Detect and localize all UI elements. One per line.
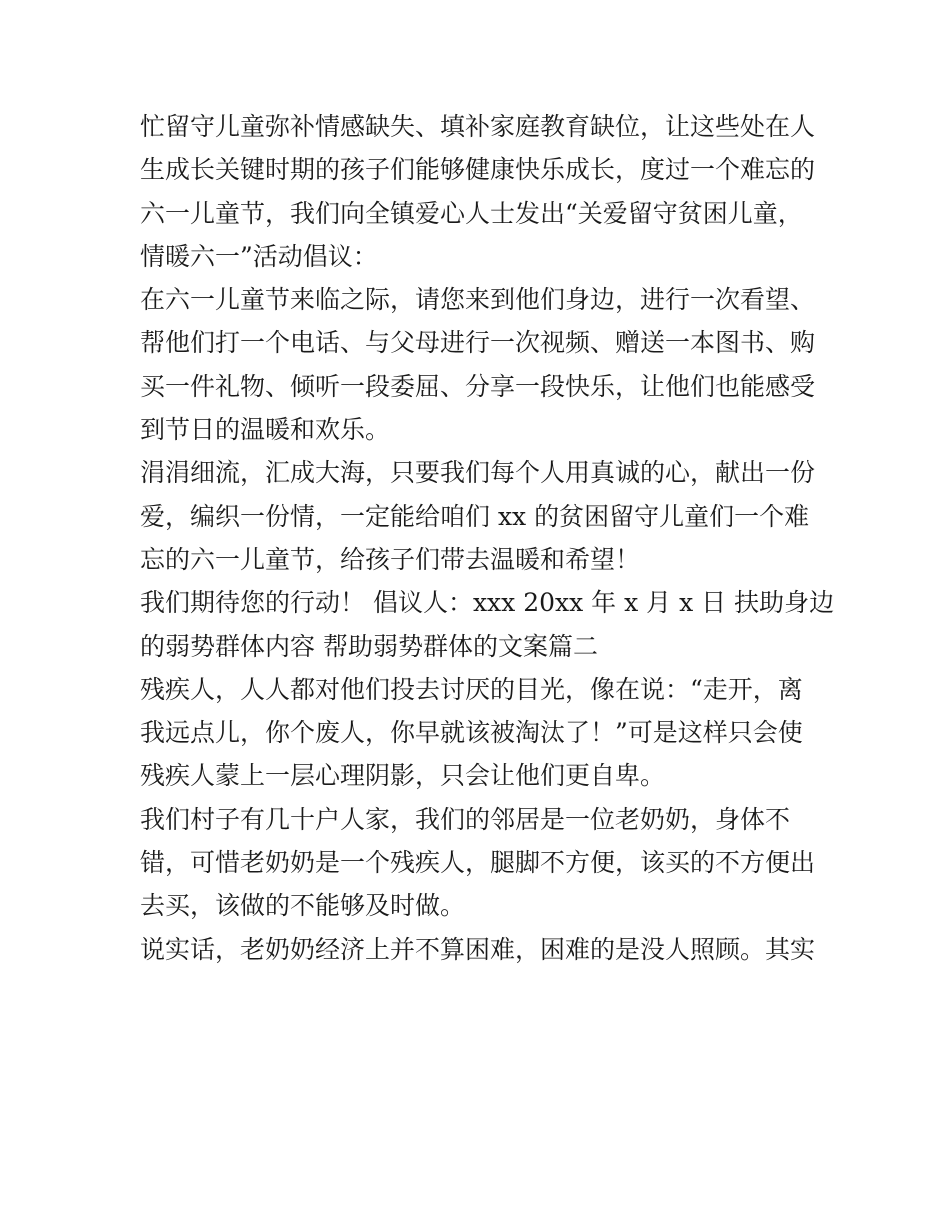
text-line: 忘的六一儿童节，给孩子们带去温暖和希望！ xyxy=(140,544,641,574)
text-line: 帮他们打一个电话、与父母进行一次视频、赠送一本图书、购 xyxy=(140,328,816,358)
text-line: 残疾人，人人都对他们投去讨厌的目光，像在说：“走开，离 xyxy=(140,674,803,704)
text-line: 生成长关键时期的孩子们能够健康快乐成长，度过一个难忘的 xyxy=(140,155,816,185)
text-line: 说实话，老奶奶经济上并不算困难，困难的是没人照顾。其实 xyxy=(140,934,816,964)
text-line: 买一件礼物、倾听一段委屈、分享一段快乐，让他们也能感受 xyxy=(140,371,816,401)
text-line: 爱，编织一份情，一定能给咱们 xx 的贫困留守儿童们一个难 xyxy=(140,501,810,531)
text-line: 我们村子有几十户人家，我们的邻居是一位老奶奶，身体不 xyxy=(140,804,791,834)
text-line: 我远点儿，你个废人，你早就该被淘汰了！”可是这样只会使 xyxy=(140,718,803,748)
text-line: 错，可惜老奶奶是一个残疾人，腿脚不方便，该买的不方便出 xyxy=(140,848,816,878)
text-line: 到节日的温暖和欢乐。 xyxy=(140,415,391,445)
text-line: 残疾人蒙上一层心理阴影，只会让他们更自卑。 xyxy=(140,761,666,791)
text-line: 我们期待您的行动！ 倡议人：xxx 20xx 年 x 月 x 日 扶助身边 xyxy=(140,588,835,618)
text-line: 涓涓细流，汇成大海，只要我们每个人用真诚的心，献出一份 xyxy=(140,458,816,488)
text-line: 忙留守儿童弥补情感缺失、填补家庭教育缺位，让这些处在人 xyxy=(140,112,816,141)
text-line: 在六一儿童节来临之际，请您来到他们身边，进行一次看望、 xyxy=(140,285,816,315)
text-line: 去买，该做的不能够及时做。 xyxy=(140,891,466,921)
document-body xyxy=(140,105,835,971)
text-line: 的弱势群体内容 帮助弱势群体的文案篇二 xyxy=(140,631,598,661)
text-line: 六一儿童节，我们向全镇爱心人士发出“关爱留守贫困儿童， xyxy=(140,198,803,228)
text-line: 情暖六一”活动倡议： xyxy=(140,241,378,271)
